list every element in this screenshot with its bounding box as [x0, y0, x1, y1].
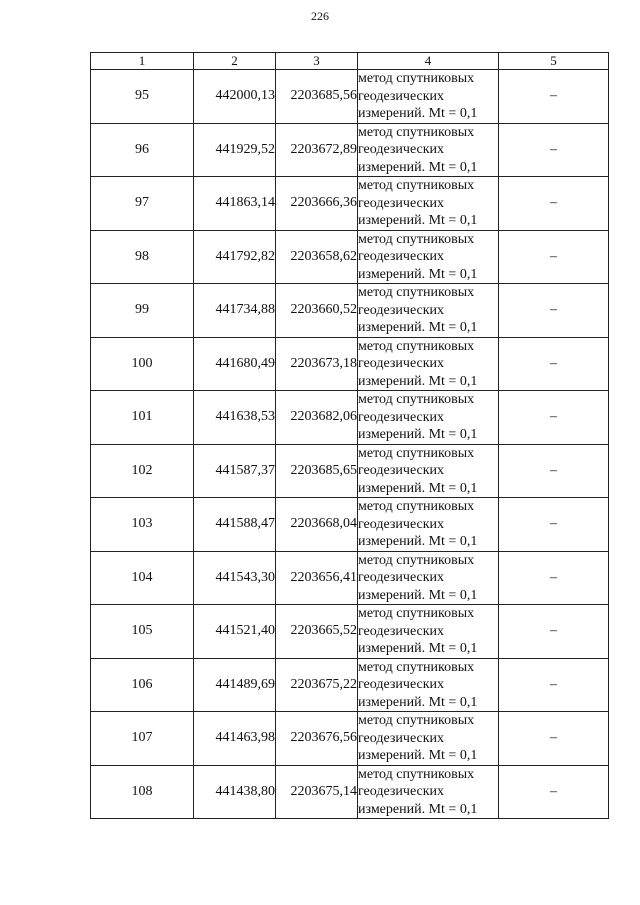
method-line-1: метод спутниковых	[358, 285, 475, 300]
method-description	[358, 230, 499, 284]
method-line-3: измерений. Mt = 0,1	[358, 427, 478, 442]
method-line-3: измерений. Mt = 0,1	[358, 801, 478, 817]
method-description	[358, 337, 499, 391]
note-cell: –	[499, 70, 609, 124]
coordinate-y: 2203668,04	[276, 498, 358, 552]
table-row	[91, 70, 609, 124]
header-col-3: 3	[276, 53, 358, 70]
point-number: 100	[91, 337, 194, 391]
method-description	[358, 123, 499, 177]
table-row	[91, 284, 609, 338]
coordinate-x: 441792,82	[194, 230, 276, 284]
coordinate-x: 441489,69	[194, 658, 276, 712]
point-number: 98	[91, 230, 194, 284]
method-line-3: измерений. Mt = 0,1	[358, 748, 478, 763]
coordinate-x: 441463,98	[194, 712, 276, 766]
method-line-2: геодезических	[358, 730, 445, 746]
table-row	[91, 551, 609, 605]
header-col-2: 2	[194, 53, 276, 70]
method-description	[358, 765, 499, 819]
method-description	[358, 444, 499, 498]
table-row	[91, 230, 609, 284]
coordinate-y: 2203676,56	[276, 712, 358, 766]
table-row	[91, 123, 609, 177]
method-line-2: геодезических	[358, 463, 445, 478]
coordinate-y: 2203675,22	[276, 658, 358, 712]
point-number: 95	[91, 70, 194, 124]
method-description	[358, 605, 499, 659]
header-col-5: 5	[499, 53, 609, 70]
method-line-2: геодезических	[358, 623, 445, 639]
method-line-2: геодезических	[358, 356, 445, 371]
method-description	[358, 391, 499, 445]
method-line-1: метод спутниковых	[358, 71, 475, 86]
method-line-3: измерений. Mt = 0,1	[358, 106, 478, 121]
method-line-2: геодезических	[358, 409, 445, 425]
note-cell: –	[499, 230, 609, 284]
method-line-3: измерений. Mt = 0,1	[358, 320, 478, 335]
method-line-1: метод спутниковых	[358, 392, 475, 407]
method-line-3: измерений. Mt = 0,1	[358, 534, 478, 549]
method-line-3: измерений. Mt = 0,1	[358, 587, 478, 603]
point-number: 108	[91, 765, 194, 819]
coordinate-y: 2203675,14	[276, 765, 358, 819]
table-row	[91, 444, 609, 498]
coordinate-y: 2203665,52	[276, 605, 358, 659]
method-line-1: метод спутниковых	[358, 606, 475, 621]
point-number: 97	[91, 177, 194, 231]
point-number: 101	[91, 391, 194, 445]
method-description	[358, 498, 499, 552]
table-row	[91, 712, 609, 766]
note-cell: –	[499, 337, 609, 391]
method-line-2: геодезических	[358, 249, 445, 264]
coordinate-y: 2203656,41	[276, 551, 358, 605]
method-line-1: метод спутниковых	[358, 178, 475, 193]
coordinate-x: 441638,53	[194, 391, 276, 445]
note-cell: –	[499, 444, 609, 498]
table-row	[91, 177, 609, 231]
coordinate-x: 441543,30	[194, 551, 276, 605]
coordinate-x: 441438,80	[194, 765, 276, 819]
method-line-1: метод спутниковых	[358, 124, 475, 140]
point-number: 105	[91, 605, 194, 659]
coordinate-x: 441521,40	[194, 605, 276, 659]
method-line-3: измерений. Mt = 0,1	[358, 266, 478, 282]
coordinate-y: 2203682,06	[276, 391, 358, 445]
method-line-2: геодезических	[358, 195, 445, 211]
table-body	[91, 70, 609, 819]
header-col-4: 4	[358, 53, 499, 70]
method-line-3: измерений. Mt = 0,1	[358, 694, 478, 710]
method-line-1: метод спутниковых	[358, 499, 475, 514]
point-number: 96	[91, 123, 194, 177]
method-line-2: геодезических	[358, 88, 445, 104]
note-cell: –	[499, 498, 609, 552]
coordinates-table	[90, 52, 609, 819]
note-cell: –	[499, 123, 609, 177]
method-line-1: метод спутниковых	[358, 713, 475, 728]
table-row	[91, 765, 609, 819]
note-cell: –	[499, 177, 609, 231]
coordinate-x: 441929,52	[194, 123, 276, 177]
method-line-1: метод спутниковых	[358, 766, 475, 782]
table-header-row	[91, 53, 609, 70]
method-line-1: метод спутниковых	[358, 659, 475, 675]
table-row	[91, 391, 609, 445]
method-line-2: геодезических	[358, 302, 445, 318]
coordinate-x: 441863,14	[194, 177, 276, 231]
coordinate-x: 441680,49	[194, 337, 276, 391]
note-cell: –	[499, 284, 609, 338]
note-cell: –	[499, 391, 609, 445]
point-number: 102	[91, 444, 194, 498]
method-line-1: метод спутниковых	[358, 552, 475, 568]
method-line-1: метод спутниковых	[358, 445, 475, 461]
header-col-1: 1	[91, 53, 194, 70]
point-number: 103	[91, 498, 194, 552]
method-line-2: геодезических	[358, 142, 445, 157]
method-line-3: измерений. Mt = 0,1	[358, 159, 478, 175]
page-number: 226	[311, 9, 329, 23]
method-line-1: метод спутниковых	[358, 231, 475, 247]
table-row	[91, 337, 609, 391]
coordinate-y: 2203666,36	[276, 177, 358, 231]
note-cell: –	[499, 605, 609, 659]
method-line-3: измерений. Mt = 0,1	[358, 641, 478, 656]
method-line-2: геодезических	[358, 570, 445, 585]
table-row	[91, 605, 609, 659]
point-number: 107	[91, 712, 194, 766]
note-cell: –	[499, 658, 609, 712]
point-number: 106	[91, 658, 194, 712]
method-description	[358, 284, 499, 338]
table-row	[91, 498, 609, 552]
method-line-1: метод спутниковых	[358, 338, 475, 354]
method-description	[358, 70, 499, 124]
method-description	[358, 712, 499, 766]
method-description	[358, 658, 499, 712]
method-line-3: измерений. Mt = 0,1	[358, 480, 478, 496]
coordinate-y: 2203685,65	[276, 444, 358, 498]
point-number: 99	[91, 284, 194, 338]
coordinate-y: 2203660,52	[276, 284, 358, 338]
note-cell: –	[499, 765, 609, 819]
coordinate-x: 441588,47	[194, 498, 276, 552]
method-line-2: геодезических	[358, 677, 445, 692]
method-line-2: геодезических	[358, 784, 445, 799]
method-description	[358, 177, 499, 231]
coordinate-x: 441587,37	[194, 444, 276, 498]
note-cell: –	[499, 712, 609, 766]
table-row	[91, 658, 609, 712]
method-line-2: геодезических	[358, 516, 445, 532]
coordinate-y: 2203672,89	[276, 123, 358, 177]
method-line-3: измерений. Mt = 0,1	[358, 213, 478, 228]
method-line-3: измерений. Mt = 0,1	[358, 373, 478, 389]
note-cell: –	[499, 551, 609, 605]
coordinate-x: 441734,88	[194, 284, 276, 338]
coordinate-x: 442000,13	[194, 70, 276, 124]
point-number: 104	[91, 551, 194, 605]
coordinate-y: 2203658,62	[276, 230, 358, 284]
coordinate-y: 2203673,18	[276, 337, 358, 391]
coordinate-y: 2203685,56	[276, 70, 358, 124]
method-description	[358, 551, 499, 605]
